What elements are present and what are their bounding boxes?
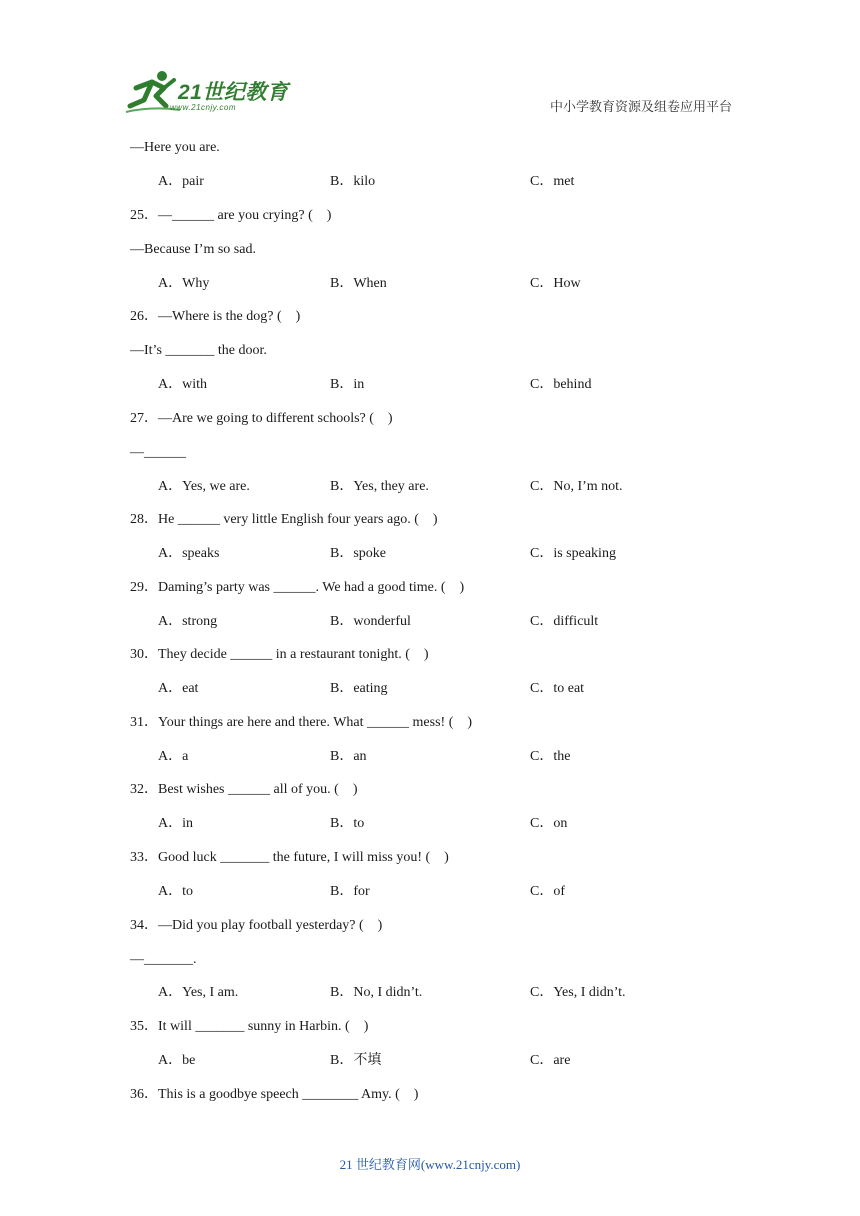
option-a: A．Why — [158, 276, 210, 291]
option-a: A．with — [158, 377, 207, 392]
option-a: A．Yes, we are. — [158, 479, 250, 494]
option-c: C．Yes, I didn’t. — [530, 985, 626, 1000]
options-row — [158, 275, 758, 293]
options-row — [158, 1052, 758, 1070]
option-a: A．to — [158, 884, 193, 899]
logo-url: www.21cnjy.com — [170, 103, 236, 112]
option-a: A．eat — [158, 681, 199, 696]
site-logo — [122, 66, 292, 116]
option-c: C．met — [530, 174, 575, 189]
option-b: B．No, I didn’t. — [330, 985, 423, 1000]
question-35: 35．It will _______ sunny in Harbin. ( ) — [130, 1019, 369, 1034]
option-a: A．strong — [158, 614, 218, 629]
option-a: A．be — [158, 1053, 196, 1068]
options-row — [158, 545, 758, 563]
question-36: 36．This is a goodbye speech ________ Amy. ( ) — [130, 1087, 419, 1102]
option-b: B．to — [330, 816, 365, 831]
question-33: 33．Good luck _______ the future, I will miss you! ( ) — [130, 850, 449, 865]
option-c: C．difficult — [530, 614, 599, 629]
option-c: C．the — [530, 749, 571, 764]
question-31: 31．Your things are here and there. What ______ mess! ( ) — [130, 715, 473, 730]
option-a: A．speaks — [158, 546, 220, 561]
option-b: B．kilo — [330, 174, 376, 189]
question-line: —Because I’m so sad. — [130, 242, 256, 257]
option-c: C．behind — [530, 377, 592, 392]
option-b: B．Yes, they are. — [330, 479, 429, 494]
logo-text: 21世纪教育 — [178, 81, 289, 104]
question-line: —______ — [130, 445, 186, 460]
question-25: 25．—______ are you crying? ( ) — [130, 208, 332, 223]
option-a: A．a — [158, 749, 189, 764]
option-c: C．on — [530, 816, 568, 831]
option-c: C．to eat — [530, 681, 585, 696]
question-28: 28．He ______ very little English four years ago. ( ) — [130, 512, 438, 527]
options-row — [158, 883, 758, 901]
option-b: B．eating — [330, 681, 388, 696]
header-tagline: 中小学教育资源及组卷应用平台 — [550, 99, 733, 114]
option-b: B．in — [330, 377, 365, 392]
question-line: —It’s _______ the door. — [130, 343, 267, 358]
option-b: B．不填 — [330, 1053, 382, 1068]
options-row — [158, 173, 758, 191]
options-row — [158, 680, 758, 698]
option-c: C．are — [530, 1053, 571, 1068]
question-34: 34．—Did you play football yesterday? ( ) — [130, 918, 383, 933]
question-line: —Here you are. — [130, 140, 220, 155]
question-26: 26．—Where is the dog? ( ) — [130, 309, 301, 324]
options-row — [158, 815, 758, 833]
option-c: C．How — [530, 276, 581, 291]
options-row — [158, 748, 758, 766]
question-27: 27．—Are we going to different schools? ( ) — [130, 411, 393, 426]
option-b: B．wonderful — [330, 614, 411, 629]
option-a: A．in — [158, 816, 193, 831]
options-row — [158, 984, 758, 1002]
question-32: 32．Best wishes ______ all of you. ( ) — [130, 782, 358, 797]
question-line: —_______. — [130, 952, 197, 967]
option-a: A．pair — [158, 174, 204, 189]
option-b: B．for — [330, 884, 370, 899]
option-c: C．is speaking — [530, 546, 616, 561]
question-30: 30．They decide ______ in a restaurant tonight. ( ) — [130, 647, 429, 662]
page-footer: 21 世纪教育网(www.21cnjy.com) — [339, 1157, 521, 1172]
options-row — [158, 376, 758, 394]
option-b: B．spoke — [330, 546, 386, 561]
option-b: B．When — [330, 276, 387, 291]
page-header — [0, 0, 860, 130]
option-a: A．Yes, I am. — [158, 985, 239, 1000]
options-row — [158, 613, 758, 631]
option-b: B．an — [330, 749, 367, 764]
question-29: 29．Daming’s party was ______. We had a good time. ( ) — [130, 580, 465, 595]
options-row — [158, 478, 758, 496]
option-c: C．of — [530, 884, 565, 899]
option-c: C．No, I’m not. — [530, 479, 623, 494]
